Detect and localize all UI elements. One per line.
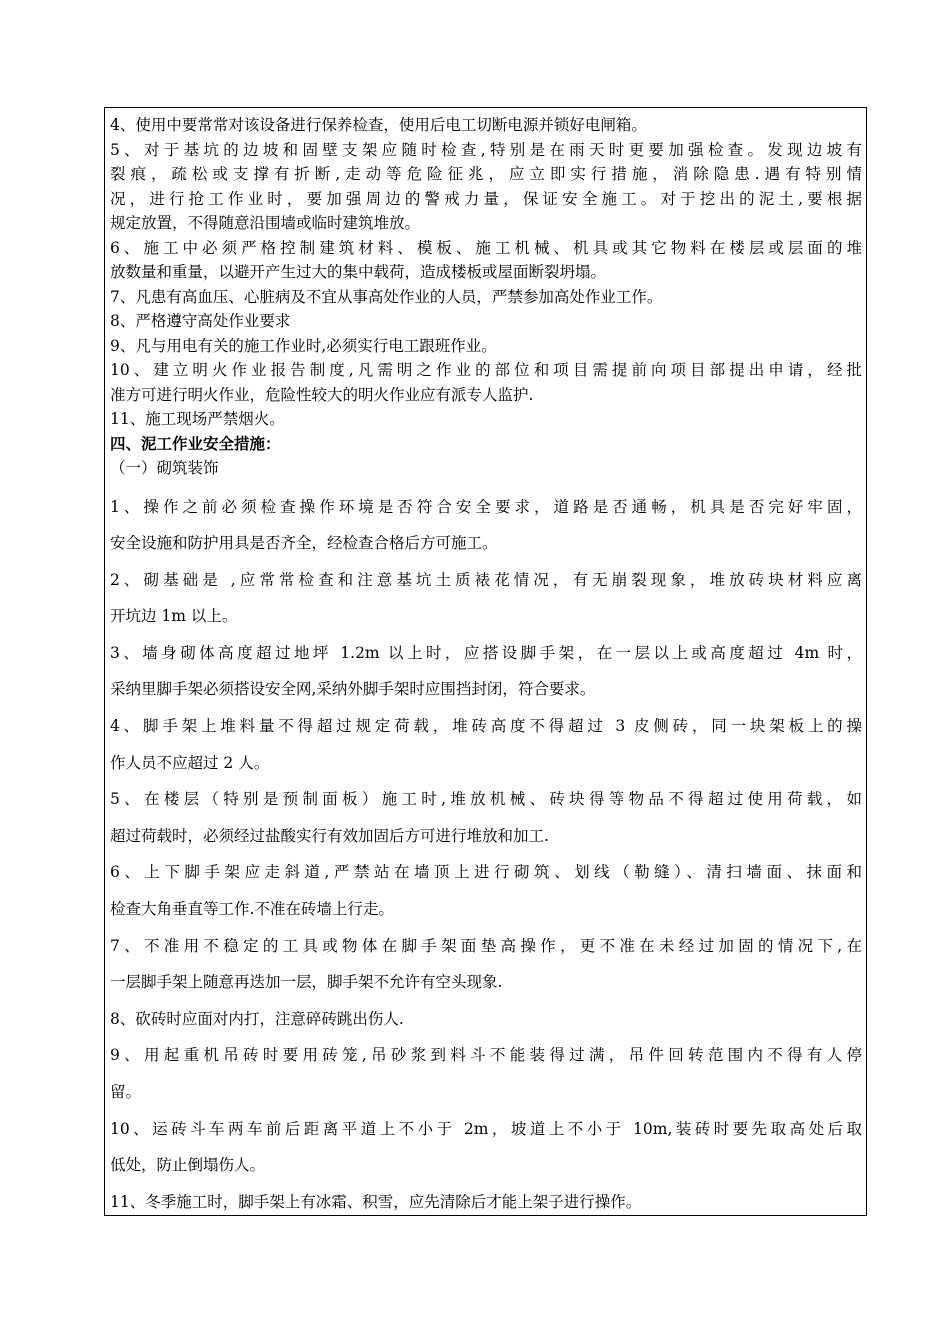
list-item bbox=[110, 708, 862, 781]
list-item bbox=[110, 285, 862, 310]
text-line: 9、凡与用电有关的施工作业时,必须实行电工跟班作业。 bbox=[110, 336, 497, 355]
list-item bbox=[110, 635, 862, 708]
list-item bbox=[110, 928, 862, 1001]
list-item bbox=[110, 1111, 862, 1184]
text-line: 10、建立明火作业报告制度,凡需明之作业的部位和项目需提前向项目部提出申请，经批 bbox=[110, 361, 862, 379]
text-line: 4、使用中要常常对该设备进行保养检查，使用后电工切断电源并锁好电闸箱。 bbox=[110, 116, 647, 134]
text-line: 留。 bbox=[110, 1083, 142, 1101]
text-line: 5、在楼层（特别是预制面板）施工时,堆放机械、砖块得等物品不得超过使用荷载，如 bbox=[110, 790, 862, 809]
text-line: 况，进行抢工作业时，要加强周边的警戒力量，保证安全施工。对于挖出的泥土,要根据 bbox=[110, 189, 862, 208]
text-line: 准方可进行明火作业，危险性较大的明火作业应有派专人监护. bbox=[110, 385, 534, 404]
list-item bbox=[110, 138, 862, 236]
text-line: 作人员不应超过 2 人。 bbox=[110, 753, 270, 772]
upper-list bbox=[110, 113, 862, 432]
text-line: 裂痕，疏松或支撑有折断,走动等危险征兆，应立即实行措施，消除隐患.遇有特别情 bbox=[110, 165, 862, 183]
list-item bbox=[110, 113, 862, 138]
list-item bbox=[110, 854, 862, 927]
list-item bbox=[110, 358, 862, 407]
text-line: 5、对于基坑的边坡和固壁支架应随时检查,特别是在雨天时更要加强检查。发现边坡有 bbox=[110, 140, 862, 159]
text-line: 采纳里脚手架必须搭设安全网,采纳外脚手架时应围挡封闭，符合要求。 bbox=[110, 680, 596, 699]
list-item bbox=[110, 309, 862, 334]
text-line: 6、上下脚手架应走斜道,严禁站在墙顶上进行砌筑、划线（勒缝）、清扫墙面、抹面和 bbox=[110, 863, 862, 882]
lower-list bbox=[110, 489, 862, 1221]
text-line: 11、冬季施工时，脚手架上有冰霜、积雪，应先清除后才能上架子进行操作。 bbox=[110, 1192, 642, 1211]
list-item bbox=[110, 781, 862, 854]
text-line: 检查大角垂直等工作.不准在砖墙上行走。 bbox=[110, 900, 394, 919]
list-item bbox=[110, 562, 862, 635]
text-line: 1、操作之前必须检查操作环境是否符合安全要求，道路是否通畅，机具是否完好牢固， bbox=[110, 497, 862, 516]
list-item bbox=[110, 334, 862, 359]
text-line: 2、砌基础是 ,应常常检查和注意基坑土质裱花情况，有无崩裂现象，堆放砖块材料应离 bbox=[110, 570, 862, 589]
subsection-heading: （一）砌筑装饰 bbox=[110, 459, 219, 477]
text-line: 开坑边 1m 以上。 bbox=[110, 607, 238, 626]
text-line: 8、严格遵守高处作业要求 bbox=[110, 312, 291, 330]
text-line: 安全设施和防护用具是否齐全，经检查合格后方可施工。 bbox=[110, 534, 498, 553]
text-line: 超过荷载时，必须经过盐酸实行有效加固后方可进行堆放和加工. bbox=[110, 826, 549, 845]
text-line: 7、不准用不稳定的工具或物体在脚手架面垫高操作，更不准在未经过加固的情况下,在 bbox=[110, 936, 862, 955]
text-line: 6、施工中必须严格控制建筑材料、模板、施工机械、机具或其它物料在楼层或层面的堆 bbox=[110, 238, 862, 257]
list-item bbox=[110, 1184, 862, 1221]
text-line: 8、砍砖时应面对内打，注意碎砖跳出伤人. bbox=[110, 1009, 404, 1028]
text-line: 4、脚手架上堆料量不得超过规定荷载，堆砖高度不得超过 3 皮侧砖，同一块架板上的操 bbox=[110, 717, 862, 736]
text-line: 低处，防止倒塌伤人。 bbox=[110, 1156, 266, 1175]
text-line: 规定放置，不得随意沿围墙或临时建筑堆放。 bbox=[110, 214, 421, 232]
list-item bbox=[110, 1037, 862, 1110]
text-line: 放数量和重量，以避开产生过大的集中载荷，造成楼板或屋面断裂坍塌。 bbox=[110, 263, 607, 281]
list-item bbox=[110, 407, 862, 432]
text-line: 7、凡患有高血压、心脏病及不宜从事高处作业的人员，严禁参加高处作业工作。 bbox=[110, 287, 663, 306]
text-line: 一层脚手架上随意再迭加一层，脚手架不允许有空头现象. bbox=[110, 973, 503, 992]
text-line: 9、用起重机吊砖时要用砖笼,吊砂浆到料斗不能装得过满，吊件回转范围内不得有人停 bbox=[110, 1046, 862, 1065]
text-line: 10、运砖斗车两车前后距离平道上不小于 2m，坡道上不小于 10m,装砖时要先取高处后取 bbox=[110, 1119, 862, 1138]
text-line: 11、施工现场严禁烟火。 bbox=[110, 410, 285, 428]
list-item bbox=[110, 489, 862, 562]
document-body bbox=[110, 113, 862, 1220]
list-item bbox=[110, 236, 862, 285]
section-heading: 四、泥工作业安全措施： bbox=[110, 433, 281, 453]
text-line: 3、墙身砌体高度超过地坪 1.2m 以上时，应搭设脚手架，在一层以上或高度超过 4m 时， bbox=[110, 643, 862, 662]
list-item bbox=[110, 1001, 862, 1038]
